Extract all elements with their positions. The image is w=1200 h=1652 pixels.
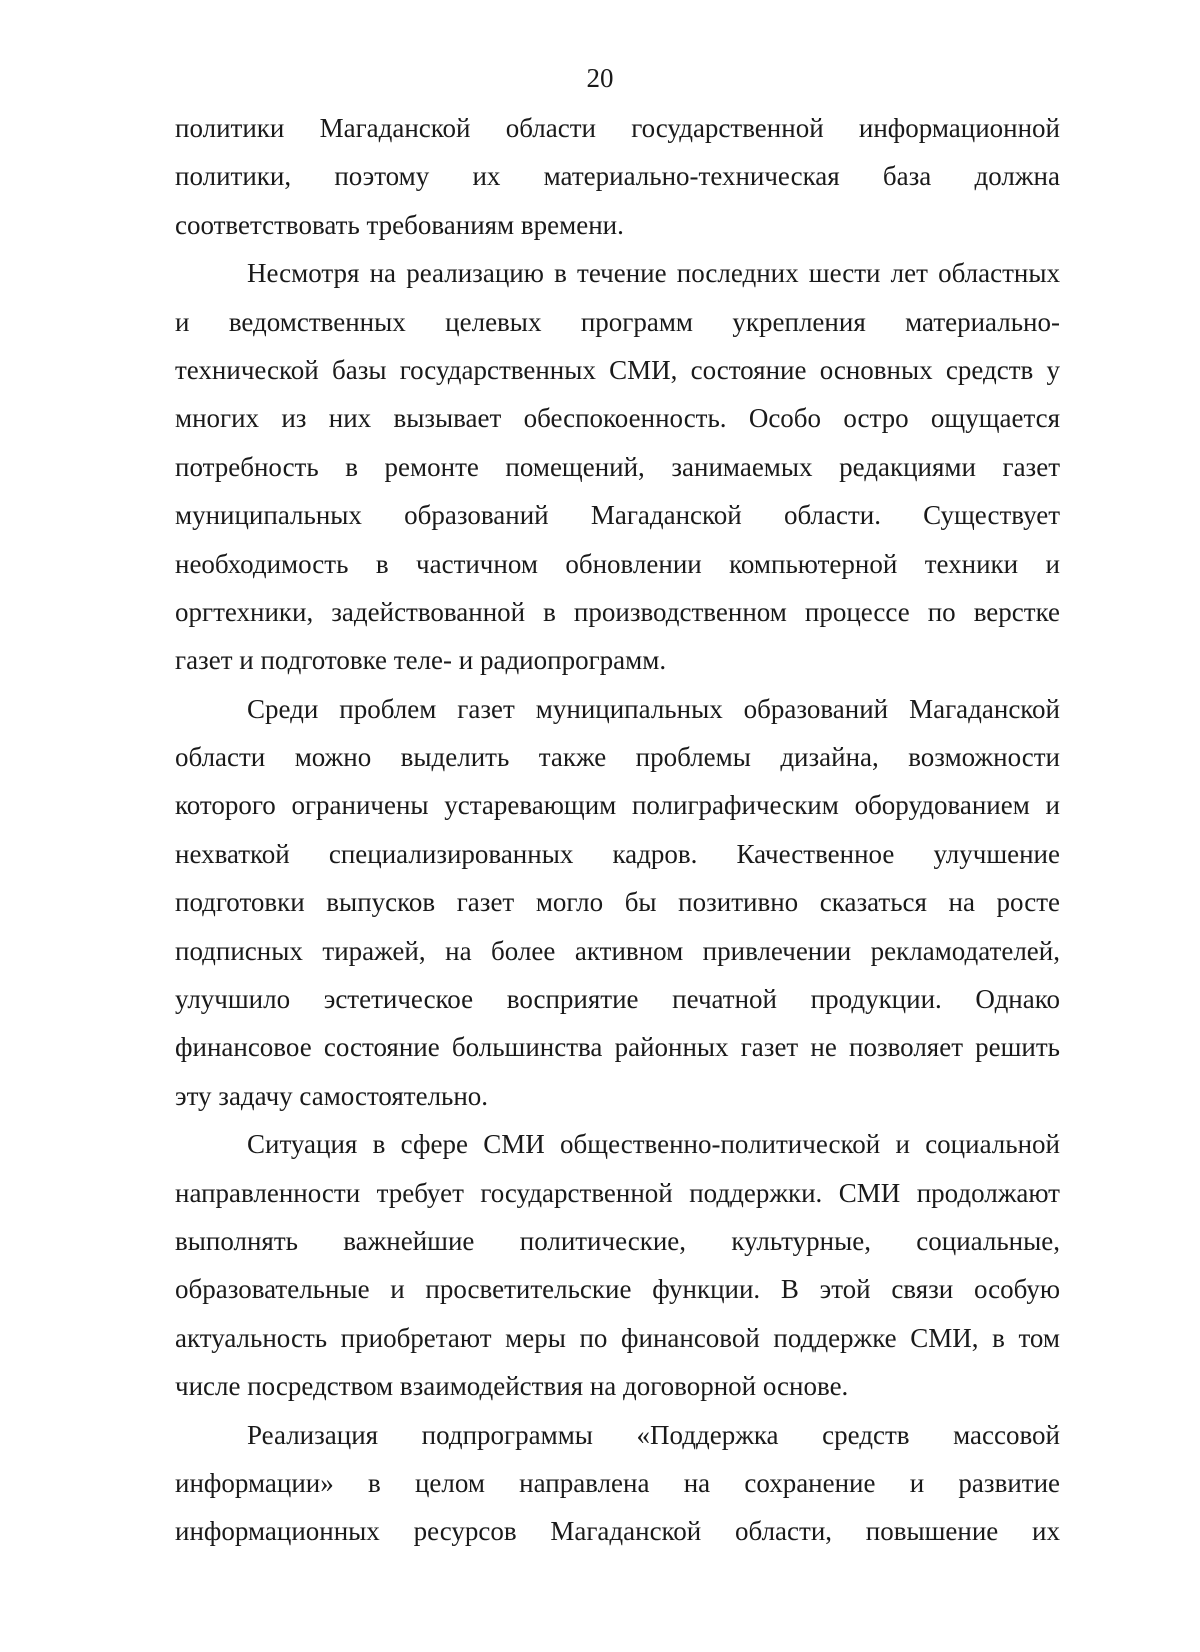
text-line: Несмотря на реализацию в течение последних шести лет областных [247, 258, 1060, 289]
text-line: нехваткой специализированных кадров. Качественное улучшение [175, 838, 1060, 869]
text-line: и ведомственных целевых программ укрепления материально- [175, 306, 1060, 337]
text-line: образовательные и просветительские функции. В этой связи особую [175, 1274, 1060, 1305]
text-line: числе посредством взаимодействия на договорной основе. [175, 1371, 849, 1402]
text-line: области можно выделить также проблемы дизайна, возможности [175, 742, 1060, 773]
text-line: политики Магаданской области государственной информационной [175, 113, 1060, 143]
text-line: соответствовать требованиям времени. [175, 209, 624, 240]
text-line: подготовки выпусков газет могло бы позитивно сказаться на росте [175, 887, 1060, 918]
text-line: информационных ресурсов Магаданской области, повышение их [175, 1516, 1060, 1547]
text-line: Ситуация в сфере СМИ общественно-политической и социальной [247, 1129, 1060, 1160]
text-line: многих из них вызывает обеспокоенность. Особо остро ощущается [175, 403, 1060, 434]
page-number: 20 [586, 63, 614, 93]
body-text [175, 104, 1060, 1556]
text-line: политики, поэтому их материально-техническая база должна [175, 161, 1060, 192]
text-line: направленности требует государственной поддержки. СМИ продолжают [175, 1177, 1060, 1208]
text-line: муниципальных образований Магаданской области. Существует [175, 500, 1060, 531]
text-line: эту задачу самостоятельно. [175, 1080, 489, 1111]
text-line: подписных тиражей, на более активном привлечении рекламодателей, [175, 935, 1060, 966]
text-line: выполнять важнейшие политические, культурные, социальные, [175, 1225, 1060, 1256]
text-line: газет и подготовке теле- и радиопрограмм. [175, 645, 667, 676]
text-line: которого ограничены устаревающим полиграфическим оборудованием и [175, 790, 1060, 821]
text-line: Среди проблем газет муниципальных образований Магаданской [247, 693, 1060, 724]
text-line: улучшило эстетическое восприятие печатной продукции. Однако [175, 984, 1060, 1015]
text-line: оргтехники, задействованной в производственном процессе по верстке [175, 596, 1060, 627]
text-line: актуальность приобретают меры по финансовой поддержке СМИ, в том [175, 1322, 1060, 1353]
text-line: технической базы государственных СМИ, состояние основных средств у [175, 354, 1060, 385]
text-line: необходимость в частичном обновлении компьютерной техники и [175, 548, 1060, 579]
text-line: финансовое состояние большинства районных газет не позволяет решить [175, 1032, 1060, 1063]
text-line: информации» в целом направлена на сохранение и развитие [175, 1467, 1060, 1498]
text-line: Реализация подпрограммы «Поддержка средств массовой [247, 1419, 1060, 1450]
text-line: потребность в ремонте помещений, занимаемых редакциями газет [175, 451, 1060, 482]
